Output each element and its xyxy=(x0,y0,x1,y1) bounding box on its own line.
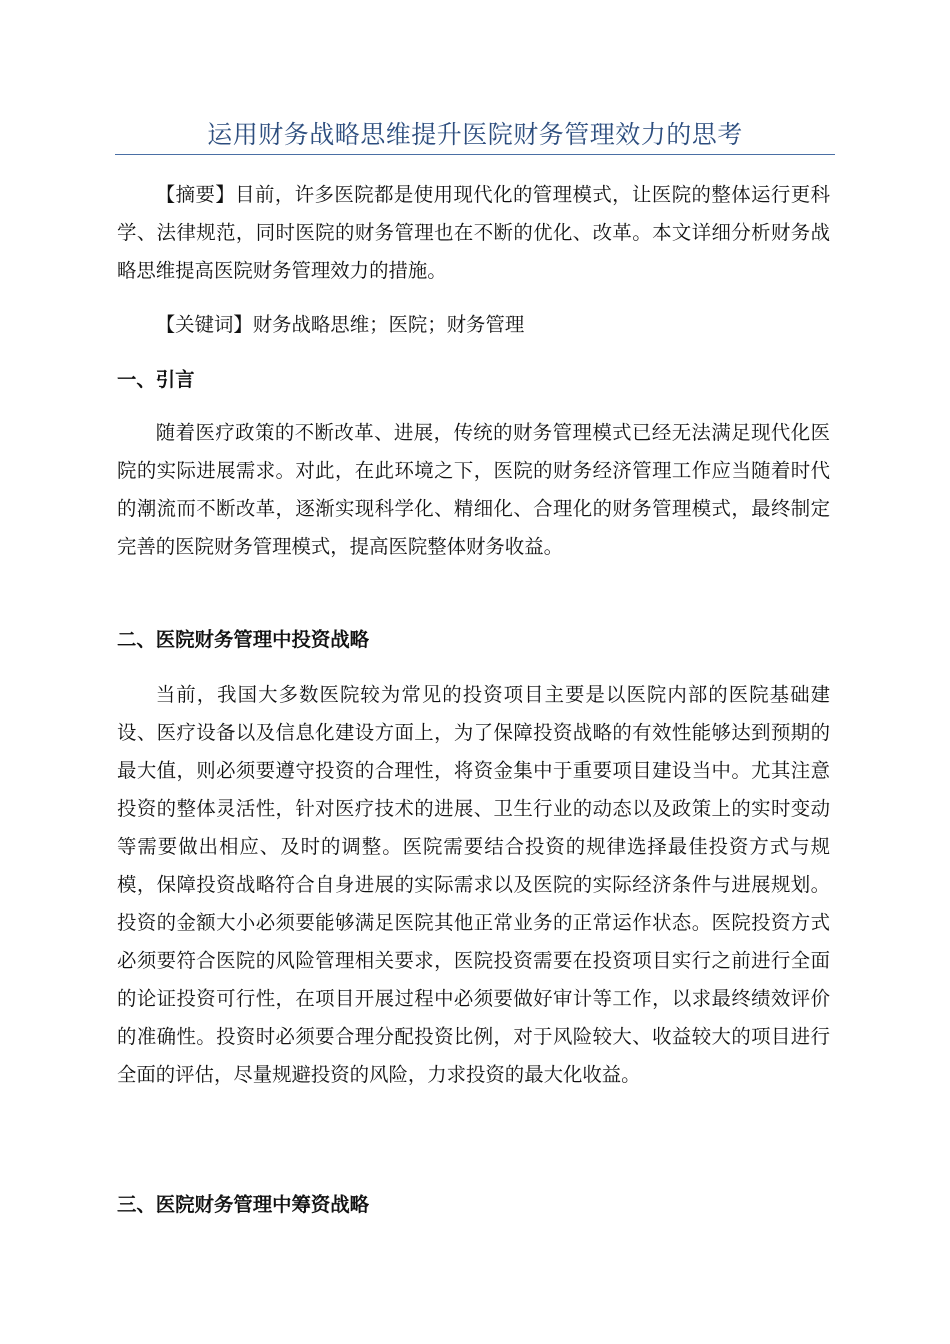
section-heading-investment-strategy: 二、医院财务管理中投资战略 xyxy=(117,628,370,651)
keywords-paragraph: 【关键词】财务战略思维；医院；财务管理 xyxy=(155,313,525,336)
title-underline xyxy=(115,154,835,155)
section-body-investment-strategy: 当前，我国大多数医院较为常见的投资项目主要是以医院内部的医院基础建设、医疗设备以及信息化建设方面上，为了保障投资战略的有效性能够达到预期的最大值，则必须要遵守投资的合理性，将资金集中于重要项目建设当中。尤其注意投资的整体灵活性，针对医疗技术的进展、卫生行业的动态以及政策上的实时变动等需要做出相应、及时的调整。医院需要结合投资的规律选择最佳投资方式与规模，保障投资战略符合自身进展的实际需求以及医院的实际经济条件与进展规划。投资的金额大小必须要能够满足医院其他正常业务的正常运作状态。医院投资方式必须要符合医院的风险管理相关要求，医院投资需要在投资项目实行之前进行全面的论证投资可行性，在项目开展过程中必须要做好审计等工作，以求最终绩效评价的准确性。投资时必须要合理分配投资比例，对于风险较大、收益较大的项目进行全面的评估，尽量规避投资的风险，力求投资的最大化收益。 xyxy=(117,683,830,1086)
section-heading-financing-strategy: 三、医院财务管理中筹资战略 xyxy=(117,1193,370,1216)
document-title: 运用财务战略思维提升医院财务管理效力的思考 xyxy=(207,120,743,149)
abstract-paragraph: 【摘要】目前，许多医院都是使用现代化的管理模式，让医院的整体运行更科学、法律规范，同时医院的财务管理也在不断的优化、改革。本文详细分析财务战略思维提高医院财务管理效力的措施。 xyxy=(117,183,830,282)
section-body-introduction: 随着医疗政策的不断改革、进展，传统的财务管理模式已经无法满足现代化医院的实际进展需求。对此，在此环境之下，医院的财务经济管理工作应当随着时代的潮流而不断改革，逐渐实现科学化、精细化、合理化的财务管理模式，最终制定完善的医院财务管理模式，提高医院整体财务收益。 xyxy=(117,421,830,558)
section-heading-introduction: 一、引言 xyxy=(117,368,195,391)
